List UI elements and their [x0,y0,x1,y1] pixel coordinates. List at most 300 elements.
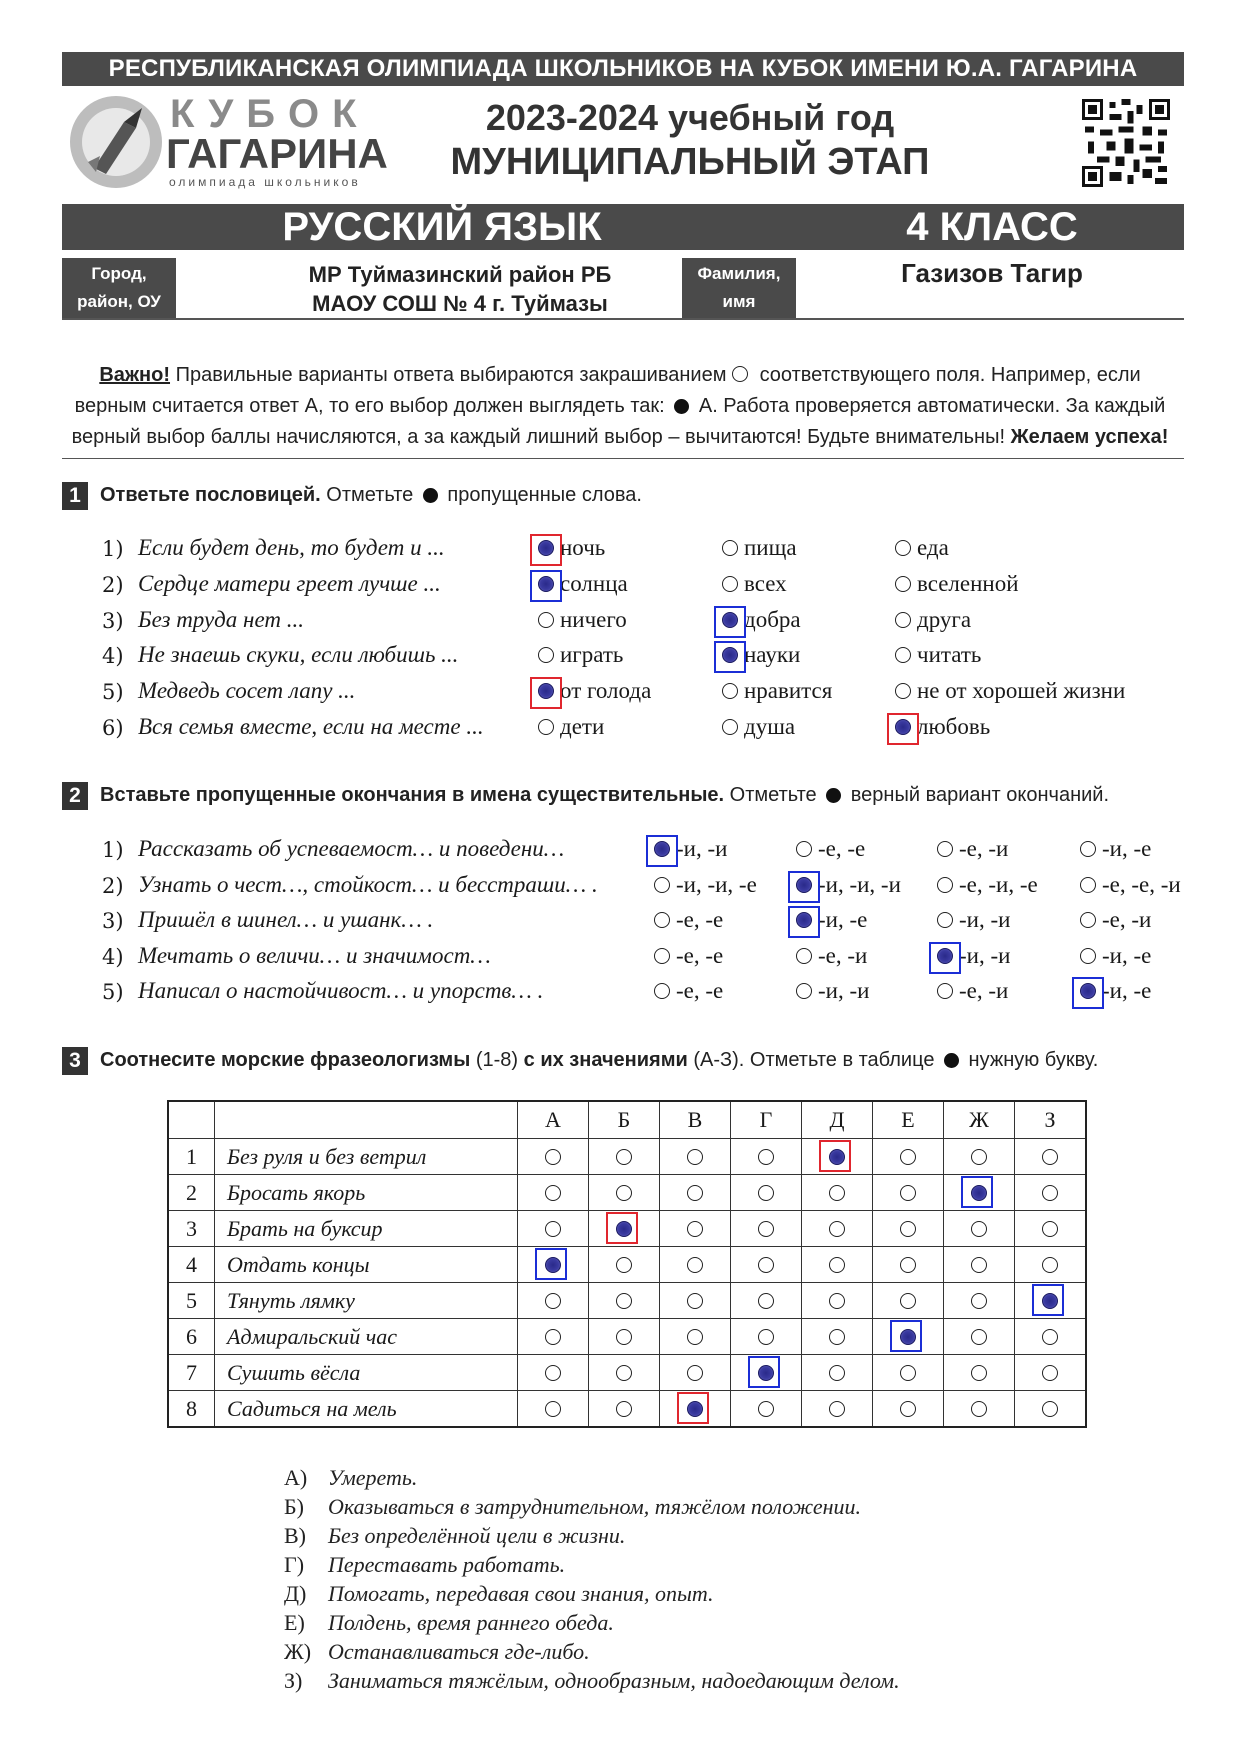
task3-instr-b: нужную букву. [963,1049,1099,1071]
answer-circle-icon[interactable] [937,841,953,857]
answer-circle-icon[interactable] [971,1365,987,1381]
answer-circle-icon[interactable] [616,1365,632,1381]
answer-option[interactable] [895,535,949,561]
instructions-text-3: А. Работа проверяется автоматически. За каждый верный выбор баллы начисляются, а за каждый лишний выбор – вычитаются! Будьте внимательны! [71,395,1166,448]
answer-circle-icon[interactable] [829,1221,845,1237]
meaning-text: Без определённой цели в жизни. [328,1523,626,1548]
answer-option[interactable] [1080,907,1151,933]
answer-circle-icon[interactable] [616,1149,632,1165]
option-label: всех [744,570,787,596]
instructions-text-1: Правильные варианты ответа выбираются закрашиванием [170,364,733,386]
answer-circle-icon[interactable] [538,647,554,663]
answer-circle-icon[interactable] [895,540,911,556]
answer-cell[interactable] [944,1211,1015,1247]
answer-cell[interactable] [660,1211,731,1247]
answer-circle-icon[interactable] [616,1185,632,1201]
row-number: 5 [168,1283,215,1319]
answer-circle-icon[interactable] [758,1401,774,1417]
answer-circle-icon[interactable] [796,983,812,999]
row-number: 1 [168,1139,215,1175]
answer-cell[interactable] [873,1391,944,1428]
answer-circle-icon[interactable] [895,647,911,663]
answer-cell[interactable] [589,1319,660,1355]
answer-circle-icon[interactable] [971,1401,987,1417]
answer-cell[interactable] [518,1283,589,1319]
meaning-text: Полдень, время раннего обеда. [328,1610,614,1635]
academic-year: 2023-2024 учебный год [485,97,895,138]
answer-cell[interactable] [873,1175,944,1211]
meaning-item [284,1579,900,1608]
answer-cell[interactable] [944,1355,1015,1391]
meaning-letter: А) [284,1465,308,1490]
meaning-item [284,1608,900,1637]
answer-cell[interactable] [1015,1391,1087,1428]
answer-option[interactable] [937,872,1038,898]
answer-circle-icon[interactable] [545,1149,561,1165]
logo-gagarina-text: ГАГАРИНА [166,130,388,177]
row-number: 8 [168,1391,215,1428]
answer-circle-icon[interactable] [687,1293,703,1309]
answer-circle-icon[interactable] [900,1257,916,1273]
answer-circle-icon[interactable] [1042,1185,1058,1201]
option-label: читать [917,642,982,668]
answer-circle-icon[interactable] [1080,841,1096,857]
answer-circle-icon[interactable] [937,912,953,928]
answer-circle-icon[interactable] [538,719,554,735]
answer-circle-icon[interactable] [654,912,670,928]
answer-cell[interactable] [873,1211,944,1247]
answer-circle-icon[interactable] [616,1329,632,1345]
answer-option[interactable] [895,607,971,633]
answer-circle-icon[interactable] [971,1293,987,1309]
answer-circle-icon[interactable] [829,1185,845,1201]
column-letter: Е [873,1101,944,1139]
option-label: -и, -е [1102,978,1152,1003]
answer-circle-icon[interactable] [1042,1221,1058,1237]
answer-cell[interactable] [1015,1247,1087,1283]
answer-option[interactable] [722,678,832,704]
answer-cell[interactable] [944,1175,1015,1211]
task3-header [62,1045,1098,1075]
table-row [168,1355,1086,1391]
question-number: 3) [102,608,124,633]
answer-option[interactable] [538,642,623,668]
grading-mark [748,1356,780,1388]
answer-option[interactable] [722,714,795,740]
answer-option[interactable] [895,678,1125,704]
answer-circle-icon[interactable] [758,1185,774,1201]
answer-cell[interactable] [1015,1139,1087,1175]
answer-cell[interactable] [518,1355,589,1391]
row-number: 4 [168,1247,215,1283]
table-row [168,1175,1086,1211]
answer-cell[interactable] [802,1391,873,1428]
question-text: Без труда нет ... [138,606,304,632]
answer-option[interactable] [538,607,627,633]
answer-circle-icon[interactable] [654,877,670,893]
task3-title-b: (1-8) [470,1049,524,1071]
answer-option[interactable] [654,978,723,1004]
answer-cell[interactable] [660,1355,731,1391]
answer-cell[interactable] [731,1283,802,1319]
meaning-item [284,1666,900,1695]
meaning-text: Помогать, передавая свои знания, опыт. [328,1581,714,1606]
answer-circle-icon[interactable] [722,576,738,592]
answer-cell[interactable] [944,1391,1015,1428]
answer-option[interactable] [895,571,1019,597]
kubok-gagarina-logo [66,92,386,192]
answer-circle-icon[interactable] [687,1149,703,1165]
idiom-text: Отдать концы [215,1247,518,1283]
answer-circle-icon[interactable] [654,948,670,964]
task1-instr-b: пропущенные слова. [441,484,642,506]
answer-cell[interactable] [944,1247,1015,1283]
subject-name: РУССКИЙ ЯЗЫК [282,205,602,249]
meaning-item [284,1492,900,1521]
answer-cell[interactable] [660,1319,731,1355]
task1-instr-a: Отметьте [320,484,419,506]
answer-circle-icon[interactable] [616,1257,632,1273]
answer-circle-icon[interactable] [654,983,670,999]
task1-title: Ответьте пословицей. [100,484,321,506]
answer-circle-icon[interactable] [687,1185,703,1201]
answer-cell[interactable] [731,1175,802,1211]
meaning-letter: Д) [284,1581,307,1606]
answer-cell[interactable] [873,1319,944,1355]
question-number: 6) [102,716,124,740]
answer-cell[interactable] [873,1355,944,1391]
table-row [168,1247,1086,1283]
answer-cell[interactable] [660,1247,731,1283]
matching-table [167,1100,1087,1428]
answer-circle-icon[interactable] [687,1329,703,1345]
answer-option[interactable] [1080,836,1151,862]
question-number: 3) [102,909,124,933]
row-number: 2 [168,1175,215,1211]
answer-circle-icon[interactable] [971,1221,987,1237]
answer-circle-icon[interactable] [687,1221,703,1237]
answer-circle-icon[interactable] [758,1329,774,1345]
answer-circle-icon[interactable] [895,683,911,699]
answer-circle-icon[interactable] [829,1329,845,1345]
option-label: -е, -е [676,907,724,932]
answer-cell[interactable] [731,1391,802,1428]
column-letter: А [518,1101,589,1139]
option-label: -и, -е [1102,836,1152,861]
participant-info [62,258,1184,320]
grading-mark [530,534,562,566]
answer-circle-icon[interactable] [545,1401,561,1417]
option-label: -е, -и [1102,907,1152,932]
answer-circle-icon[interactable] [1042,1401,1058,1417]
meaning-text: Переставать работать. [328,1552,566,1577]
meanings-list [284,1463,900,1695]
answer-cell[interactable] [802,1211,873,1247]
answer-circle-icon[interactable] [722,683,738,699]
option-label: пища [744,535,797,560]
answer-circle-icon[interactable] [616,1293,632,1309]
question-text: Если будет день, то будет и ... [138,535,445,560]
answer-cell[interactable] [873,1283,944,1319]
answer-circle-icon[interactable] [796,841,812,857]
answer-circle-icon[interactable] [937,877,953,893]
question-text: Написал о настойчивост… и упорств… . [138,978,544,1003]
answer-cell[interactable] [802,1139,873,1175]
answer-circle-icon[interactable] [971,1149,987,1165]
student-name: Газизов Тагир [901,258,1083,288]
answer-cell[interactable] [589,1211,660,1247]
name-label-line2: имя [722,292,756,311]
answer-cell[interactable] [518,1247,589,1283]
answer-circle-icon[interactable] [829,1401,845,1417]
option-label: -и, -е [1102,942,1152,968]
column-letter: Б [589,1101,660,1139]
answer-cell[interactable] [589,1247,660,1283]
answer-circle-icon[interactable] [829,1257,845,1273]
answer-cell[interactable] [518,1211,589,1247]
answer-cell[interactable] [802,1175,873,1211]
answer-circle-icon[interactable] [829,1293,845,1309]
meaning-letter: Ж) [284,1639,312,1664]
meaning-item [284,1637,900,1666]
option-label: ночь [560,535,606,560]
answer-circle-icon[interactable] [1042,1149,1058,1165]
answer-circle-icon[interactable] [900,1185,916,1201]
answer-circle-icon[interactable] [758,1257,774,1273]
question-text: Не знаешь скуки, если любишь ... [138,642,459,668]
answer-circle-icon[interactable] [971,1329,987,1345]
column-letter: З [1015,1101,1087,1139]
table-row [168,1139,1086,1175]
answer-circle-icon[interactable] [900,1149,916,1165]
rocket-logo-icon [66,92,166,192]
option-label: -е, -и [959,978,1009,1003]
task2-instr-a: Отметьте [724,784,823,806]
answer-cell[interactable] [589,1175,660,1211]
answer-cell[interactable] [873,1247,944,1283]
answer-circle-icon[interactable] [829,1365,845,1381]
answer-circle-icon[interactable] [545,1329,561,1345]
option-label: -е, -е [818,836,866,861]
answer-cell[interactable] [873,1139,944,1175]
answer-circle-icon[interactable] [1080,877,1096,893]
answer-circle-icon[interactable] [538,612,554,628]
table-row [168,1211,1086,1247]
answer-option[interactable] [654,943,723,969]
answer-option[interactable] [538,714,604,740]
answer-circle-icon[interactable] [1042,1329,1058,1345]
question-number: 4) [102,944,124,969]
grading-mark [887,713,919,745]
task2-header [62,780,1109,810]
answer-cell[interactable] [589,1139,660,1175]
table-row [168,1319,1086,1355]
instructions [70,360,1170,453]
question-number: 2) [102,572,124,597]
answer-circle-icon[interactable] [616,1401,632,1417]
answer-circle-icon[interactable] [758,1293,774,1309]
answer-option[interactable] [796,836,865,862]
meaning-text: Заниматься тяжёлым, однообразным, надоедающим делом. [328,1668,900,1693]
answer-circle-icon[interactable] [1042,1257,1058,1273]
answer-option[interactable] [937,836,1008,862]
option-label: -е, -е [676,978,724,1003]
answer-cell[interactable] [1015,1175,1087,1211]
row-number: 6 [168,1319,215,1355]
option-label: -и, -и, -и [818,871,901,897]
grading-mark [788,871,820,903]
answer-circle-icon[interactable] [545,1365,561,1381]
option-label: -е, -е [676,942,724,968]
answer-cell[interactable] [802,1319,873,1355]
option-label: не от хорошей жизни [917,678,1126,704]
question-number: 1) [102,838,124,862]
grading-mark [530,570,562,602]
school-value [180,260,740,318]
column-letter: Ж [944,1101,1015,1139]
answer-circle-icon[interactable] [722,540,738,556]
option-label: друга [917,606,972,632]
answer-circle-icon[interactable] [722,719,738,735]
answer-option[interactable] [1080,943,1151,969]
stage-title: МУНИЦИПАЛЬНЫЙ ЭТАП [450,141,930,183]
option-label: -и, -и [959,907,1011,932]
answer-circle-icon[interactable] [1080,912,1096,928]
answer-circle-icon[interactable] [900,1221,916,1237]
answer-cell[interactable] [731,1139,802,1175]
answer-cell[interactable] [731,1247,802,1283]
option-label: вселенной [917,570,1019,596]
answer-cell[interactable] [731,1319,802,1355]
answer-option[interactable] [796,978,869,1004]
answer-circle-icon[interactable] [900,1293,916,1309]
meaning-letter: Г) [284,1552,305,1577]
answer-circle-icon[interactable] [895,576,911,592]
question-text: Вся семья вместе, если на месте ... [138,714,484,739]
logo-subtitle: олимпиада школьников [169,175,361,189]
answer-option[interactable] [1080,872,1181,898]
answer-option[interactable] [895,642,981,668]
option-label: играть [560,642,624,668]
grading-mark [819,1140,851,1172]
answer-cell[interactable] [518,1139,589,1175]
answer-option[interactable] [654,907,723,933]
answer-cell[interactable] [1015,1283,1087,1319]
answer-option[interactable] [722,571,787,597]
option-label: -и, -е [818,907,868,932]
question-number: 1) [102,537,124,561]
answer-circle-icon[interactable] [758,1221,774,1237]
answer-cell[interactable] [660,1175,731,1211]
idiom-text: Брать на буксир [215,1211,518,1247]
answer-circle-icon[interactable] [796,948,812,964]
answer-cell[interactable] [1015,1319,1087,1355]
answer-cell[interactable] [731,1355,802,1391]
table-row [168,1391,1086,1428]
answer-option[interactable] [937,978,1008,1004]
answer-cell[interactable] [518,1175,589,1211]
option-label: солнца [560,570,628,596]
answer-circle-icon[interactable] [545,1185,561,1201]
answer-cell[interactable] [802,1283,873,1319]
grading-mark [890,1320,922,1352]
answer-cell[interactable] [944,1139,1015,1175]
school-line1: МР Туймазинский район РБ [308,262,612,287]
answer-circle-icon[interactable] [895,612,911,628]
task3-instr-a: Отметьте в таблице [744,1049,940,1071]
meaning-item [284,1463,900,1492]
answer-circle-icon[interactable] [900,1401,916,1417]
question-text: Медведь сосет лапу ... [138,678,356,704]
answer-cell[interactable] [518,1391,589,1428]
answer-circle-icon[interactable] [545,1221,561,1237]
option-label: любовь [917,714,991,739]
answer-cell[interactable] [802,1355,873,1391]
answer-cell[interactable] [944,1283,1015,1319]
answer-circle-icon[interactable] [1080,948,1096,964]
answer-cell[interactable] [518,1319,589,1355]
grading-mark [606,1212,638,1244]
meaning-letter: В) [284,1523,306,1548]
answer-option[interactable] [654,872,757,898]
answer-circle-icon[interactable] [758,1149,774,1165]
filled-dot-icon [944,1053,959,1068]
meaning-letter: Б) [284,1494,304,1519]
empty-circle-icon [732,366,748,382]
answer-option[interactable] [937,907,1010,933]
answer-circle-icon[interactable] [971,1257,987,1273]
answer-option[interactable] [722,535,797,561]
question-number: 4) [102,644,124,669]
grading-mark [1072,977,1104,1009]
answer-cell[interactable] [589,1355,660,1391]
option-label: науки [744,642,801,668]
answer-cell[interactable] [1015,1355,1087,1391]
answer-cell[interactable] [589,1283,660,1319]
option-label: добра [744,606,801,632]
answer-circle-icon[interactable] [937,983,953,999]
answer-circle-icon[interactable] [1042,1365,1058,1381]
answer-cell[interactable] [1015,1211,1087,1247]
divider [62,458,1184,459]
task3-title-c: с их значениями [523,1049,688,1071]
answer-cell[interactable] [802,1247,873,1283]
answer-cell[interactable] [660,1139,731,1175]
answer-cell[interactable] [944,1319,1015,1355]
answer-circle-icon[interactable] [545,1293,561,1309]
qr-code-icon [1082,99,1170,187]
answer-option[interactable] [796,943,867,969]
answer-cell[interactable] [660,1283,731,1319]
meaning-text: Оказываться в затруднительном, тяжёлом положении. [328,1494,861,1519]
option-label: -и, -и, -е [676,871,757,897]
answer-circle-icon[interactable] [687,1257,703,1273]
answer-cell[interactable] [660,1391,731,1428]
idiom-text: Адмиральский час [215,1319,518,1355]
option-label: нравится [744,678,833,704]
idiom-text: Тянуть лямку [215,1283,518,1319]
header-empty-cell [215,1101,518,1139]
grading-mark [646,835,678,867]
meaning-text: Умереть. [328,1465,418,1490]
grading-mark [677,1392,709,1424]
answer-cell[interactable] [589,1391,660,1428]
city-label [62,258,176,318]
answer-circle-icon[interactable] [900,1365,916,1381]
answer-circle-icon[interactable] [687,1365,703,1381]
grade: 4 КЛАСС [906,205,1078,249]
answer-cell[interactable] [731,1211,802,1247]
